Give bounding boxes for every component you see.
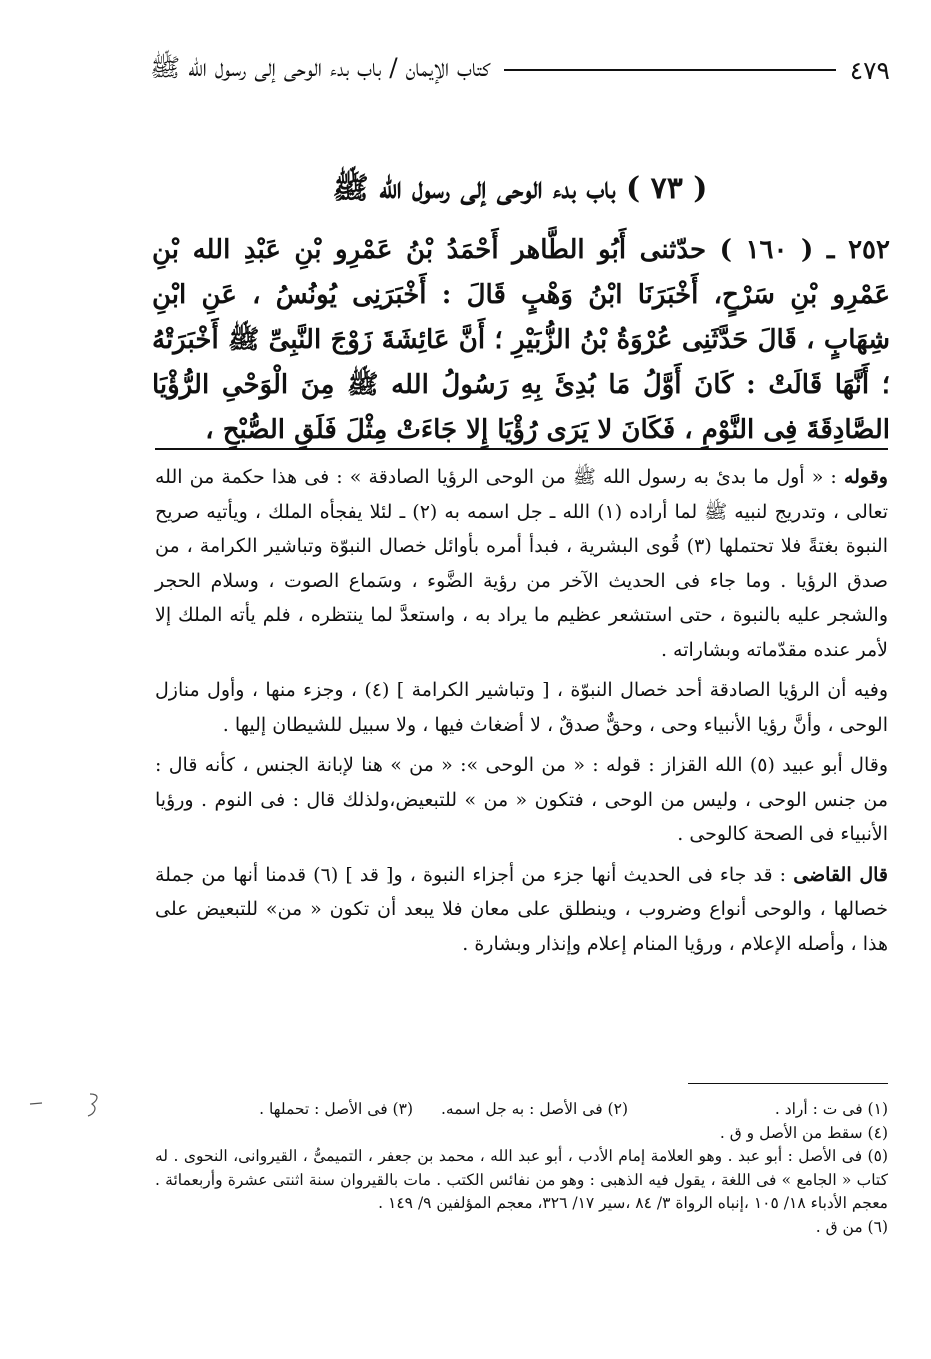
commentary (155, 460, 888, 967)
hadith-text: ٢٥٢ ـ ( ١٦٠ ) حدّثنى أَبُو الطَّاهر أَحْمَدُ بْنُ عَمْرِو بْنِ عَبْدِ الله بْنِ عَمْرِو بْنِ سَرْحٍ، أَخْبَرَنَا ابْنُ وَهْبٍ قَالَ : أَخْبَرَنِى يُونُسُ ، عَنِ ابْنِ شِهَابٍ ، قَالَ حَدَّثَنِى عُرْوَةُ بْنُ الزُّبَيْرِ ؛ أَنَّ عَائِشَةَ زَوْجَ النَّبِىِّ ﷺ أَخْبَرَتْهُ ؛ أَنَّهَا قَالَتْ : كَانَ أَوَّلُ مَا بُدِئَ بِهِ رَسُولُ الله ﷺ مِنَ الْوَحْىِ الرُّؤْيَا الصَّادِقَةَ فِى النَّوْمِ ، فَكَانَ لا يَرَى رُؤْيَا إِلا جَاءَتْ مِثْلَ فَلَقِ الصُّبْحِ ، (152, 235, 890, 445)
footnote-rule (688, 1083, 888, 1084)
footnote-4: (٤) سقط من الأصل و ق . (719, 1123, 888, 1142)
commentary-paragraph-4 (155, 858, 888, 962)
commentary-paragraph-1 (155, 460, 888, 667)
commentary-paragraph-2: وفيه أن الرؤيا الصادقة أحد خصال النبوّة ، [ وتباشير الكرامة ] (٤) ، وجزء منها ، وأول منازل الوحى ، وأنَّ رؤيا الأنبياء وحى ، وحقٌّ صدقٌ ، لا أضغاث فيها ، ولا سبيل للشيطان إليها . (155, 679, 888, 736)
commentary-lead-word: وقوله (843, 466, 888, 488)
commentary-paragraph-3: وقال أبو عبيد (٥) الله القزاز : قوله : « من الوحى »: « من » هنا لإبانة الجنس ، كأنه قال : من جنس الوحى ، وليس من الوحى ، فتكون « من » للتبعيض،ولذلك قال : فى النوم . ورؤيا الأنبياء فى الصحة كالوحى . (155, 754, 888, 845)
commentary-text: : قد جاء فى الحديث أنها جزء من أجزاء النبوة ، و[ قد ] (٦) قدمنا أنها من جملة خصالها ، والوحى أنواع وضروب ، وينطلق على معان فلا يبعد أن تكون « من» للتبعيض على هذا ، وأصله الإعلام ، ورؤيا المنام إعلام وإنذار وبشارة . (155, 863, 888, 955)
running-header (150, 50, 890, 90)
footnotes (155, 1098, 888, 1239)
header-rule (504, 69, 836, 71)
pencil-mark (28, 1090, 108, 1120)
footnote-2: (٢) فى الأصل : به جل اسمه. (440, 1100, 628, 1118)
page-number: ٤٧٩ (849, 55, 890, 85)
footnote-5: (٥) فى الأصل : أبو عبد . وهو العلامة إمام الأدب ، أبو عبد الله ، محمد بن جعفر ، التميمىُّ ، القيروانى، النحوى . له كتاب « الجامع » فى اللغة ، يقول فيه الذهبى : وهو من نفائس الكتب . مات بالقيروان سنة اثنتى عشرة وأربعمائة . معجم الأدباء ١٨/ ١٠٥ ،إنباه الرواة ٣/ ٨٤ ،سير ١٧/ ٣٢٦، معجم المؤلفين ٩/ ١٤٩ . (155, 1147, 888, 1212)
footnote-3: (٣) فى الأصل : تحملها . (259, 1100, 413, 1118)
commentary-lead-word: قال القاضى (793, 863, 888, 886)
section-divider (155, 448, 888, 450)
chapter-heading: ( ٧٣ ) باب بدء الوحى إلى رسول الله ﷺ (332, 171, 708, 206)
running-header-title: كتاب الإيمان / باب بدء الوحى إلى رسول الله ﷺ (150, 52, 490, 82)
commentary-text: : « أول ما بدئ به رسول الله ﷺ من الوحى الرؤيا الصادقة » : فى هذا حكمة من الله تعالى ، وتدريج لنبيه ﷺ لما أراده (١) الله ـ جل اسمه به (٢) ـ لئلا يفجأه الملك ، ويأتيه صريح النبوة بغتةً فلا تحتملها (٣) قُوى البشرية ، فبدأ أمره بأوائل خصال النبوّة وتباشير الكرامة ، من صدق الرؤيا . وما جاء فى الحديث الآخر من رؤية الضَّوء ، وسَماع الصوت ، وسلام الحجر والشجر عليه بالنبوة ، حتى استشعر عظيم ما يراد به ، واستعدَّ لما ينتظره ، فلم يأته الملك إلا لأمر عنده مقدّماته وبشاراته . (155, 466, 888, 661)
footnote-1: (١) فى ت : أراد . (774, 1100, 888, 1118)
footnote-row (155, 1098, 888, 1122)
footnote-6: (٦) من ق . (815, 1217, 888, 1236)
